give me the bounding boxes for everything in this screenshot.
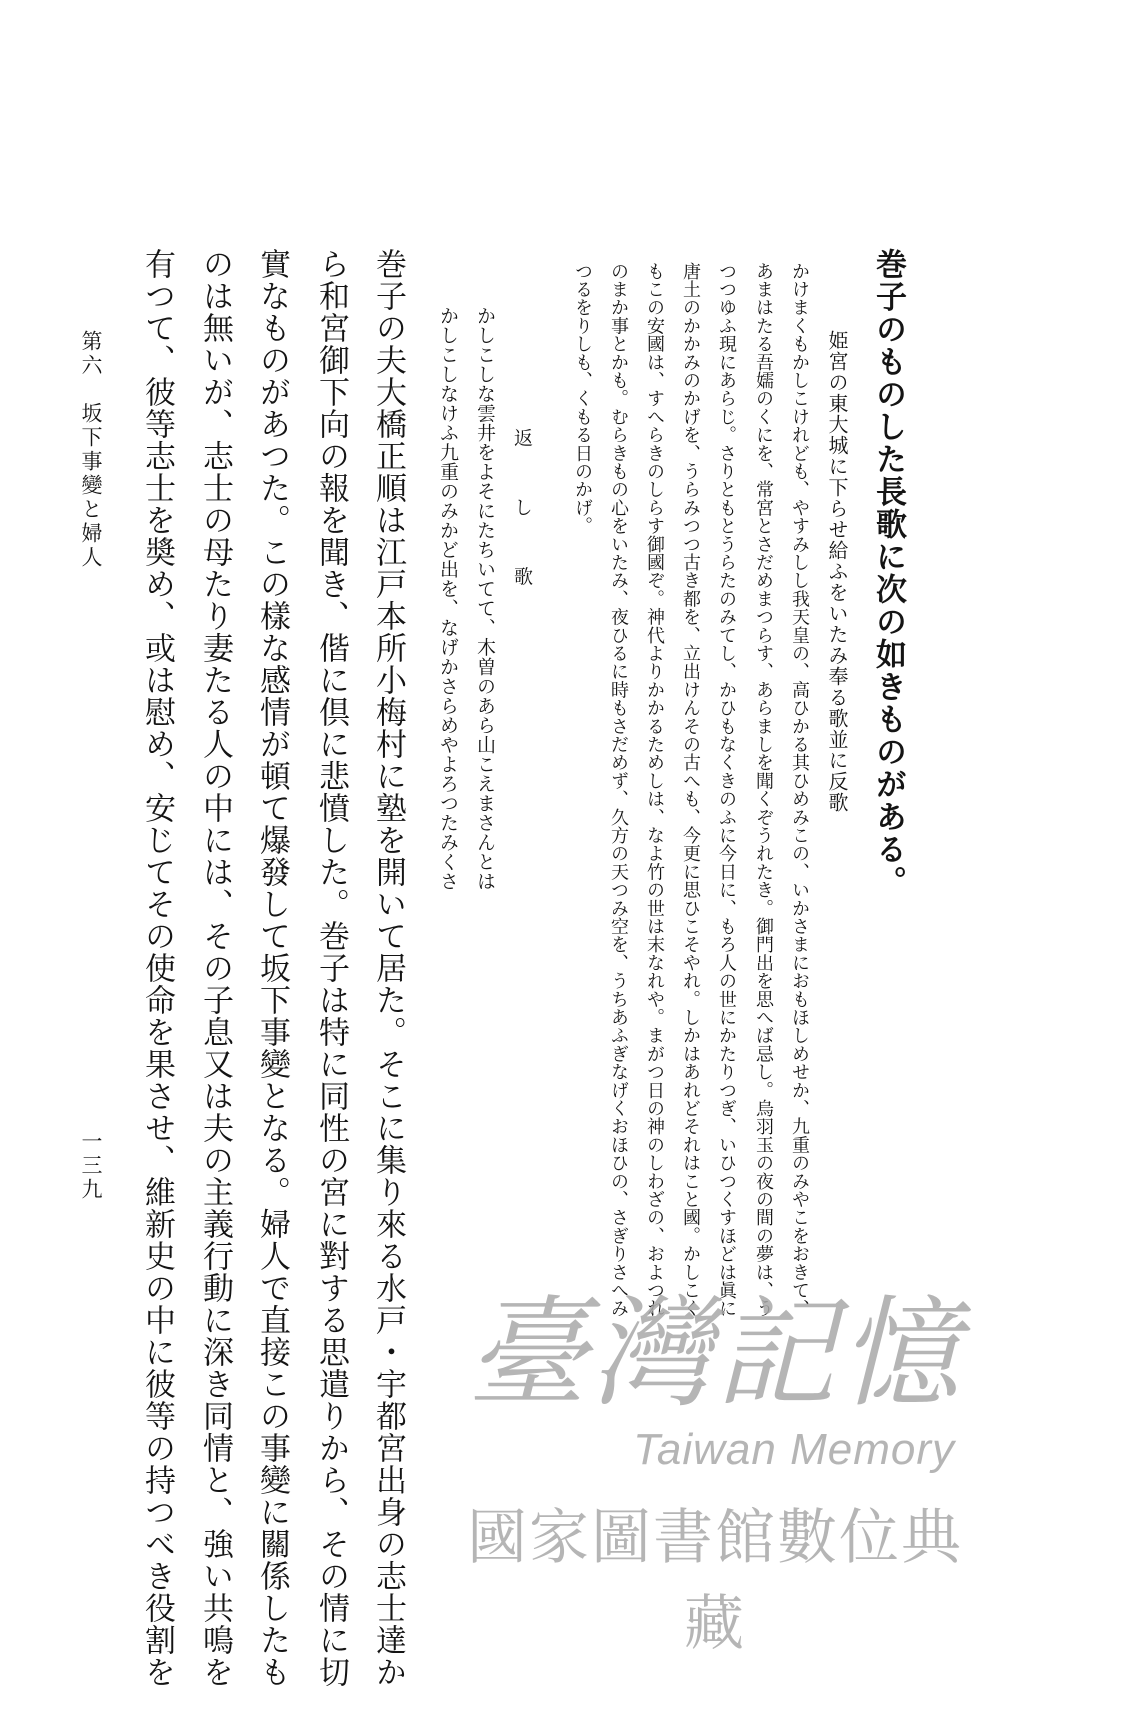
page-heading: 巻子のものした長歌に次の如きものがある。	[870, 248, 906, 898]
poem-line: もこの安國は、すへらきのしらす御國ぞ。神代よりかかるためしは、なよ竹の世は末なれや。まがつ日の神のしわざの、およつれ	[644, 262, 665, 1318]
poem-subtitle: 姫宮の東大城に下らせ給ふをいたみ奉る歌並に反歌	[825, 330, 849, 813]
poem-line: つるをりしも、くもる日のかげ。	[572, 262, 593, 535]
poem-line: あまはたる吾嬬のくにを、常宮とさだめまつらす、あらましを聞くぞうれたき。御門出を思へば忌し。烏羽玉の夜の間の夢は、う	[753, 262, 774, 1318]
body-paragraph-line: 實なものがあつた。この樣な感情が頓て爆發して坂下事變となる。婦人で直接この事變に關係したも	[254, 248, 290, 1688]
hanka-label: 返 し 歌	[511, 428, 533, 608]
body-paragraph-line: 有つて、彼等志士を奬め、或は慰め、安じてその使命を果させ、維新史の中に彼等の持つべき役割を	[139, 248, 175, 1688]
poem-line: つつゆふ現にあらじ。さりともとうらたのみてし、かひもなくきのふに今日に、もろ人の世にかたりつぎ、いひつくすほどは眞に	[716, 262, 737, 1318]
poem-line: かけまくもかしこけれども、やすみしし我天皇の、高ひかる其ひめみこの、いかさまにおもほしめせか、九重のみやこをおきて、	[789, 262, 810, 1318]
hanka-line: かしこしな雲井をよそにたちいてて、木曽のあら山こえまさんとは	[474, 306, 496, 891]
chapter-footer: 第六 坂下事變と婦人	[79, 330, 103, 570]
hanka-line: かしこしなけふ九重のみかど出を、なげかさらめやよろつたみくさ	[437, 306, 459, 891]
poem-line: 唐土のかかみのかげを、うらみつつ古き都を、立出けんその古へも、今更に思ひこそやれ。しかはあれどそれはこと國。かしこく	[680, 262, 701, 1318]
body-paragraph-line: のは無いが、志士の母たり妻たる人の中には、その子息又は夫の主義行動に深き同情と、強い共鳴を	[197, 248, 233, 1688]
body-paragraph-line: ら和宮御下向の報を聞き、偕に倶に悲憤した。巻子は特に同性の宮に對する思遣りから、その情に切	[313, 248, 349, 1688]
watermark-title: 臺灣記憶	[467, 1285, 963, 1424]
body-paragraph-line: 巻子の夫大橋正順は江戸本所小梅村に塾を開いて居た。そこに集り來る水戸・宇都宮出身の志士達か	[370, 248, 406, 1688]
watermark-organization: 國家圖書館數位典藏	[467, 1503, 963, 1659]
page-number: 一三九	[79, 1130, 103, 1202]
poem-line: のまか事とかも。むらきもの心をいたみ、夜ひるに時もさだめず、久方の天つみ空を、うちあふぎなげくおほひの、さぎりさへみ	[608, 262, 629, 1318]
library-watermark	[455, 1285, 975, 1659]
watermark-subtitle: Taiwan Memory	[633, 1425, 955, 1474]
